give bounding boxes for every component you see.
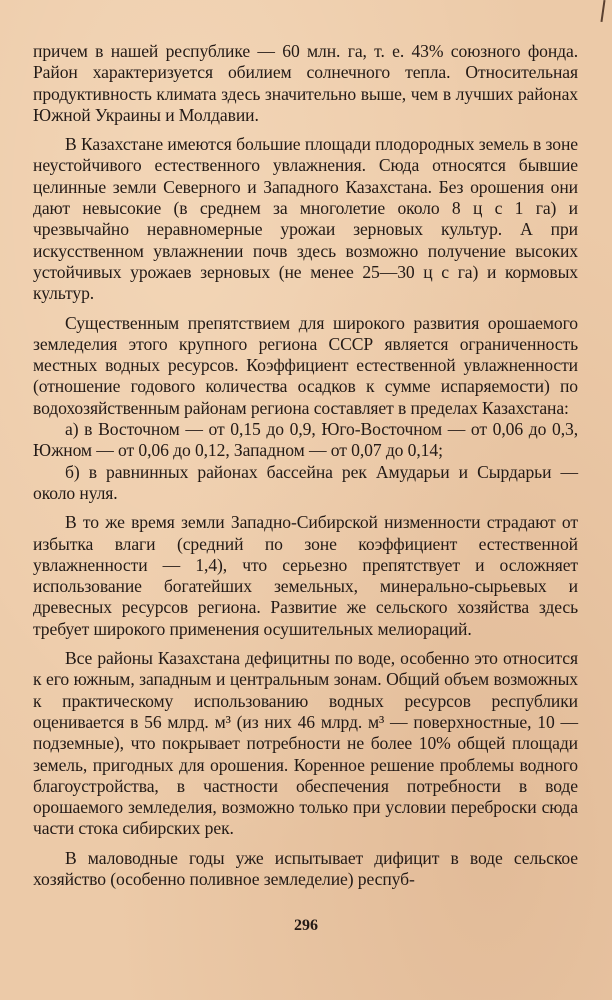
body-text [33, 41, 578, 898]
page-corner-mark [600, 0, 605, 22]
paragraph: В маловодные годы уже испытывает дифицит в воде сельское хозяйство (особенно поливное земледелие) респуб- [33, 847, 578, 889]
page-number: 296 [294, 917, 318, 934]
paragraph: В то же время земли Западно-Сибирской низменности страдают от избытка влаги (средний по зоне коэффициент естественной увлажненности — 1,4), что серьезно препятствует и осложняет использование богатейших земельных, минерально-сырьевых и древесных ресурсов региона. Развитие же сельского хозяйства здесь требует широкого применения осушительных мелиораций. [33, 512, 578, 639]
paragraph: В Казахстане имеются большие площади плодородных земель в зоне неустойчивого естественного увлажнения. Сюда относятся бывшие целинные земли Северного и Западного Казахстана. Без орошения они дают невысокие (в среднем за многолетие около 8 ц с 1 га) и чрезвычайно неравномерные урожаи зерновых культур. А при искусственном увлажнении почв здесь возможно получение высоких устойчивых урожаев зерновых (не менее 25—30 ц с га) и кормовых культур. [33, 134, 578, 304]
paragraph: Все районы Казахстана дефицитны по воде, особенно это относится к его южным, западным и центральным зонам. Общий объем возможных к практическому использованию водных ресурсов республики оценивается в 56 млрд. м³ (из них 46 млрд. м³ — поверхностные, 10 — подземные), что покрывает потребности не более 10% общей площади земель, пригодных для орошения. Коренное решение проблемы водного благоустройства, в частности обеспечения потребности в воде орошаемого земледелия, возможно только при условии переброски сюда части стока сибирских рек. [33, 648, 578, 839]
paragraph-continued: причем в нашей республике — 60 млн. га, т. е. 43% союзного фонда. Район характеризуется обилием солнечного тепла. Относительная продуктивность климата здесь значительно выше, чем в лучших районах Южной Украины и Молдавии. [33, 41, 578, 125]
paragraph: Существенным препятствием для широкого развития орошаемого земледелия этого крупного региона СССР является ограниченность местных водных ресурсов. Коэффициент естественной увлажненности (отношение годового количества осадков к сумме испаряемости) по водохозяйственным районам региона составляет в пределах Казахстана: [33, 312, 578, 418]
list-item-a: а) в Восточном — от 0,15 до 0,9, Юго-Восточном — от 0,06 до 0,3, Южном — от 0,06 до 0,12, Западном — от 0,07 до 0,14; [33, 419, 578, 461]
list-item-b: б) в равнинных районах бассейна рек Амударьи и Сырдарьи — около нуля. [33, 461, 578, 503]
